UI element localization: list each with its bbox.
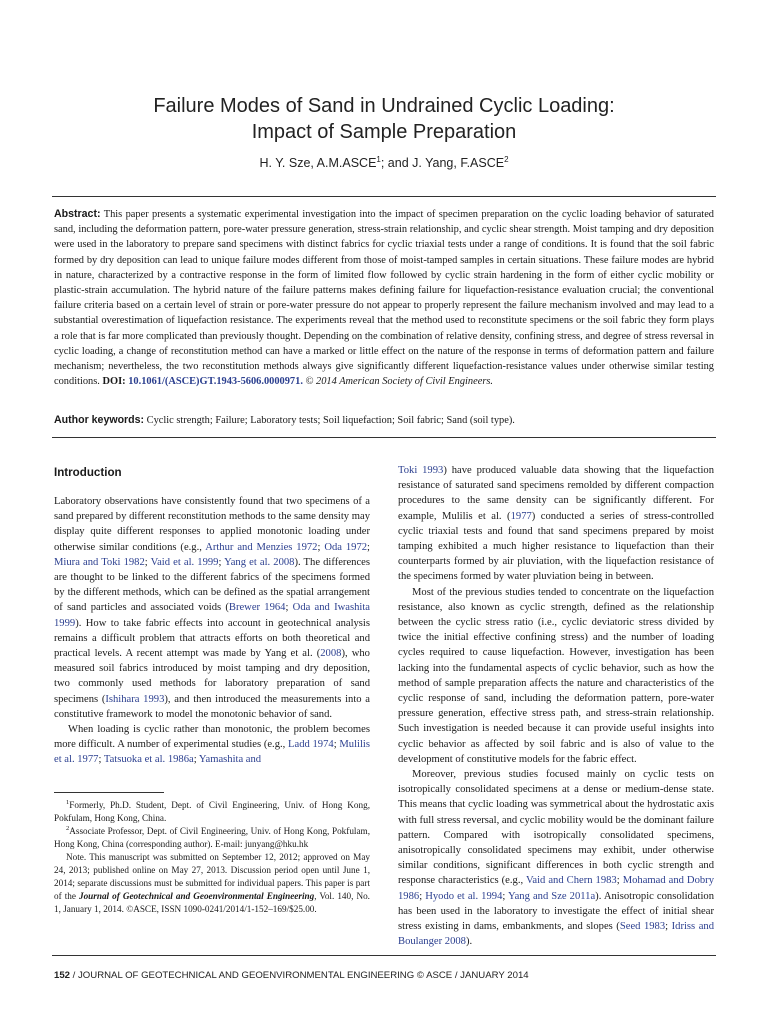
- body-text: ;: [144, 556, 151, 568]
- body-text: ). How to take fabric effects into account in geotechnical analysis remains a difficult problem that attracts efforts on both theoretical and practical levels. A recent attempt was made by Yang et al. (: [54, 617, 370, 660]
- citation-link[interactable]: Brewer 1964: [228, 602, 286, 614]
- authors-line: [60, 155, 708, 171]
- paragraph: [398, 767, 714, 949]
- body-text: ;: [98, 754, 104, 766]
- body-text: ). The differences are thought to be linked to the different fabrics of the specimens formed by the different methods, which can be defined as the spatial arrangement of sand particles and associated voids (: [54, 556, 370, 614]
- citation-link[interactable]: Yang et al. 2008: [224, 556, 295, 568]
- section-heading-introduction: Introduction: [54, 466, 122, 479]
- note-text-a: Note. This manuscript was submitted on September 12, 2012; approved on May 24, 2013; published online on May 27, 2013. Discussion period open until June 1, 2014; separate discussions must be submitted for individual papers. This paper is part of the: [54, 852, 370, 901]
- body-text: ;: [285, 602, 293, 614]
- citation-link[interactable]: 2008: [320, 648, 342, 660]
- body-text: ) conducted a series of stress-controlled cyclic triaxial tests and found that sand specimens prepared by moist tamping exhibited a much higher resistance to liquefaction than their counterparts formed by air pluviation, with the liquefaction resistance of the specimens formed by water pluviation being in between.: [398, 510, 714, 583]
- body-text: Most of the previous studies tended to concentrate on the liquefaction resistance, also known as cyclic strength, defined as the relationship between the cyclic stress ratio (i.e., cyclic deviatoric stress divided by twice the initial effective confining stress) and the number of loading cycles required to cause liquefaction. However, investigation has been lacking into the fundamental aspects of cyclic behavior, such as how the method of sample preparation affects the nature and characteristics of the cyclic response of sand, including the deformation pattern, pore-water pressure generation, effective stress path, and stress-strain relationship. Such investigation is needed because it can provide useful insights into cyclic behavior as affected by soil fabric and is also of value to the development of constitutive models for the fabric effect.: [398, 586, 714, 765]
- title-line-2: Impact of Sample Preparation: [251, 121, 517, 143]
- citation-link[interactable]: Ladd 1974: [288, 739, 334, 751]
- paper-title: [60, 93, 708, 145]
- author-1-affil: 1: [376, 155, 381, 164]
- paragraph: [54, 722, 370, 768]
- citation-link[interactable]: Tatsuoka et al. 1986a: [103, 754, 194, 766]
- journal-name: Journal of Geotechnical and Geoenvironmental Engineering: [78, 891, 315, 901]
- citation-link[interactable]: Vaid and Chern 1983: [525, 875, 617, 887]
- author-1: H. Y. Sze, A.M.ASCE: [259, 156, 377, 170]
- left-column: [54, 494, 370, 784]
- right-column: [398, 463, 714, 953]
- page-footer: [54, 970, 529, 981]
- body-text: ;: [502, 890, 508, 902]
- body-text: Laboratory observations have consistently found that two specimens of a sand prepared by different reconstitution methods to the same density may display quite different responses to applied monotonic loading under otherwise similar conditions (e.g.,: [54, 496, 370, 553]
- body-text: When loading is cyclic rather than monotonic, the problem becomes more difficult. A number of experimental studies (e.g.,: [54, 724, 370, 751]
- citation-link[interactable]: Arthur and Menzies 1972: [205, 541, 318, 553]
- body-text: ;: [665, 921, 672, 933]
- body-text: ), who measured soil fabrics introduced by moist tamping and dry deposition, two commonly used methods for laboratory preparation of sand specimens (: [54, 648, 370, 705]
- author-separator: ; and J. Yang, F.ASCE: [380, 156, 505, 170]
- abstract-top-rule: [52, 196, 716, 197]
- abstract-label: Abstract:: [54, 208, 101, 220]
- citation-link[interactable]: Oda 1972: [324, 541, 368, 553]
- footnotes-block: [54, 799, 370, 916]
- citation-link[interactable]: Mohamad and Dobry 1986: [398, 875, 714, 902]
- citation-link[interactable]: Hyodo et al. 1994: [425, 890, 503, 902]
- copyright-text: © 2014 American Society of Civil Engineers.: [302, 376, 494, 388]
- footnote-2: [54, 825, 370, 851]
- citation-link[interactable]: 1977: [510, 510, 532, 522]
- keywords-block: [54, 413, 714, 428]
- footer-text: / JOURNAL OF GEOTECHNICAL AND GEOENVIRONMENTAL ENGINEERING © ASCE / JANUARY 2014: [70, 970, 529, 981]
- abstract-text: This paper presents a systematic experimental investigation into the impact of specimen preparation on the cyclic loading behavior of saturated sand, including the deformation pattern, pore-water pressure generation, stress-strain relationship, and cyclic shear strength. Moist tamping and dry deposition were used in the laboratory to prepare sand specimens with distinct fabrics for cyclic triaxial tests under a range of conditions. It is found that the soil fabric formed by dry deposition can lead to unique failure modes different from those of moist-tamped samples in certain situations. These failure modes are hybrid in nature, characterized by a contractive response in the form of limited flow followed by cyclic strain hardening in the form of either cyclic mobility or plastic-strain accumulation. The hybrid nature of the failure patterns makes defining failure for liquefaction-resistance evaluation crucial; the conventional failure criteria based on a certain level of strain or pore-water pressure do not appear to properly represent the failure mechanism involved and may lead to a substantial overestimation of liquefaction resistance. The experiments reveal that the method used to reconstitute specimens or the soil fabric they form plays a role that is far more complicated than previously thought. Depending on the combination of relative density, confining stress, and degree of stress reversal in cyclic loading, a change of reconstitution method can have a marked or little effect on the nature of the response in terms of deformation pattern and failure mechanism; nevertheless, the two reconstitution methods always give significantly different liquefaction-resistance values under otherwise similar testing conditions.: [54, 209, 714, 388]
- submission-note: [54, 851, 370, 916]
- body-text: ;: [616, 875, 623, 887]
- keywords-text: Cyclic strength; Failure; Laboratory tests; Soil liquefaction; Soil fabric; Sand (soil type).: [144, 415, 515, 426]
- body-text: ). Anisotropic consolidation has been used in the laboratory to investigate the effect of initial shear stress existing in dams, embankments, and slopes (: [398, 890, 714, 933]
- citation-link[interactable]: Toki 1993: [398, 465, 444, 476]
- abstract-block: [54, 207, 714, 389]
- body-text: Moreover, previous studies focused mainly on cyclic tests on isotropically consolidated specimens at a dense or medium-dense state. This means that cyclic loading was symmetrical about the hydrostatic axis with full stress reversal, and cyclic mobility would be the dominant failure pattern. Compared with isotropically consolidated specimens, anisotropically consolidated specimens may exhibit, under otherwise similar conditions, significant differences in both cyclic strength and response characteristics (e.g.,: [398, 769, 714, 887]
- footnote-2-text: Associate Professor, Dept. of Civil Engineering, Univ. of Hong Kong, Pokfulam, Hong Kong, China (corresponding author). E-mail: junyang@hku.hk: [54, 826, 370, 849]
- author-2-affil: 2: [504, 155, 509, 164]
- body-text: ;: [333, 739, 340, 751]
- citation-link[interactable]: Ishihara 1993: [105, 693, 165, 705]
- body-text: ;: [367, 541, 370, 553]
- citation-link[interactable]: Yamashita and: [198, 754, 262, 766]
- body-text: ;: [317, 541, 325, 553]
- keywords-label: Author keywords:: [54, 414, 145, 426]
- paragraph: [398, 585, 714, 767]
- citation-link[interactable]: Oda and Iwashita 1999: [54, 602, 370, 629]
- footnote-1-marker: 1: [66, 799, 70, 806]
- doi-label: DOI:: [102, 376, 126, 388]
- body-text: ;: [218, 556, 225, 568]
- note-text-b: , Vol. 140, No. 1, January 1, 2014. ©ASCE, ISSN 1090-0241/2014/1-152–169/$25.00.: [54, 891, 370, 914]
- abstract-bottom-rule: [52, 437, 716, 438]
- footnote-1: [54, 799, 370, 825]
- citation-link[interactable]: Miura and Toki 1982: [54, 556, 145, 568]
- page-number: 152: [54, 970, 71, 981]
- citation-link[interactable]: Seed 1983: [619, 921, 666, 933]
- title-line-1: Failure Modes of Sand in Undrained Cyclic Loading:: [153, 95, 615, 117]
- footnote-rule: [54, 792, 164, 793]
- body-text: ).: [465, 936, 473, 948]
- doi-link[interactable]: 10.1061/(ASCE)GT.1943-5606.0000971.: [128, 376, 303, 388]
- paragraph: [398, 463, 714, 585]
- citation-link[interactable]: Mulilis et al. 1977: [54, 739, 370, 766]
- paragraph: [54, 494, 370, 722]
- body-text: ;: [419, 890, 426, 902]
- citation-link[interactable]: Vaid et al. 1999: [150, 556, 219, 568]
- body-text: ) have produced valuable data showing that the liquefaction resistance of saturated sand specimens remolded by different compaction procedures to the same density can be significantly different. For example, Mulilis et al. (: [398, 465, 714, 522]
- body-text: ;: [193, 754, 199, 766]
- citation-link[interactable]: Yang and Sze 2011a: [508, 890, 596, 902]
- citation-link[interactable]: Idriss and Boulanger 2008: [398, 921, 714, 948]
- footnote-2-marker: 2: [66, 825, 70, 832]
- footer-rule: [52, 955, 716, 956]
- footnote-1-text: Formerly, Ph.D. Student, Dept. of Civil Engineering, Univ. of Hong Kong, Pokfulam, Hong Kong, China.: [54, 800, 370, 823]
- body-text: ), and then introduced the measurements into a constitutive framework to model the monotonic behavior of sand.: [54, 693, 370, 720]
